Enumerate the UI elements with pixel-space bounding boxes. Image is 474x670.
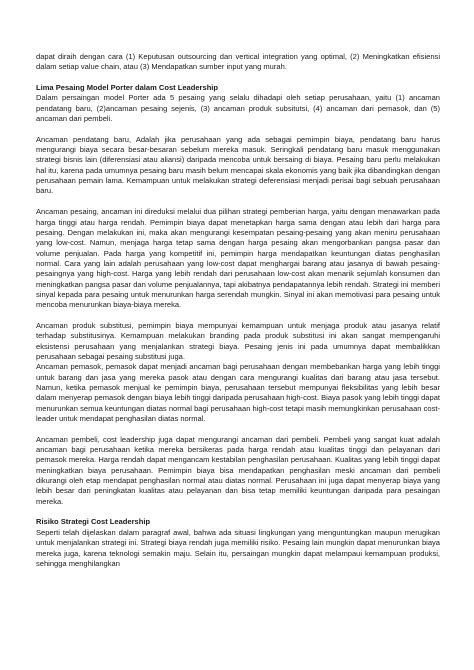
paragraph-porter-intro: Dalam persaingan model Porter ada 5 pesaing yang selalu dihadapi oleh setiap perusahaan, yaitu (1) ancaman pendatang baru, (2)ancaman pesaing sejenis, (3) ancaman produk subsitutsi, (4) ancaman dari pemasok, dan (5) ancaman dari pembeli. bbox=[36, 93, 440, 124]
paragraph-pendatang-baru: Ancaman pendatang baru, Adalah jika perusahaan yang ada sebagai pemimpin biaya, pendatang baru harus mengurangi biaya secara besar-besaran sebelum mereka masuk. Seringkali pendatang baru masuk menggunakan strategi bisnis lain (diferensiasi atau aliansi) daripada mencoba untuk bersaing di biaya. Pesaing baru perlu melakukan hal itu, karena pada umumnya pesaing baru masih belum mencapai skala ekonomis yang baik jika dibandingkan dengan perusahaan pemain lama. Kemampuan untuk melakukan strategi deferensiasi menjadi perisai bagi sebuah perusahaan baru. bbox=[36, 134, 440, 196]
paragraph-intro: dapat diraih dengan cara (1) Keputusan outsourcing dan vertical integration yang optimal, (2) Meningkatkan efisiensi dalam setiap value chain, atau (3) Mendapatkan sumber input yang murah. bbox=[36, 52, 440, 72]
paragraph-pemasok: Ancaman pemasok, pemasok dapat menjadi ancaman bagi perusahaan dengan membebankan harga yang lebih tinggi untuk barang dan jasa yang mereka pasok atau dengan cara mengurangi kualitas dari barang atau jasa tersebut. Namun, ketika pemasok menjual ke pemimpin biaya, perusahaan tersebut mempunyai fleksibilitas yang lebih besar dalam menyerap pemasok dengan biaya lebih tinggi daripada perusahaan high-cost. Biaya pasok yang lebih tinggi dapat menurunkan semua keuntungan diatas normal bagi perusahaan high-cost tetapi masih memungkinkan perusahaan cost-leader untuk mendapat penghasilan diatas normal. bbox=[36, 362, 440, 424]
paragraph-risiko: Seperti telah dijelaskan dalam paragraf awal, bahwa ada situasi lingkungan yang menguntungkan maupun merugikan untuk menjalankan strategi ini. Strategi biaya rendah juga memiliki risiko. Pesaing lain mungkin dapat menurunkan biaya mereka juga, karena teknologi semakin maju. Selain itu, persaingan mungkin dapat melampaui kemampuan produksi, sehingga menghilangkan bbox=[36, 527, 440, 568]
heading-porter: Lima Pesaing Model Porter dalam Cost Leadership bbox=[36, 83, 219, 93]
paragraph-pembeli: Ancaman pembeli, cost leadership juga dapat mengurangi ancaman dari pembeli. Pembeli yang sangat kuat adalah ancaman bagi perusahaan ketika mereka bersikeras pada harga rendah atau kualitas tinggi dan pelayanan dari pemasok mereka. Harga rendah dapat mengancam kestabilan penghasilan perusahaan. Kualitas yang lebih tinggi dapat meningkatkan biaya perusahaan. Pemimpin biaya bisa mendapatkan penghasilan meski ancaman dari pembeli dikurangi oleh etap mendapat penghasilan normal atau diatas normal. Perusahaan ini juga dapat menyerap biaya yang lebih besar dari peningkatan kualitas atau pelayanan dan bisa tetap memiliki keuntungan daripada para pesaingan mereka. bbox=[36, 434, 440, 506]
heading-risiko: Risiko Strategi Cost Leadership bbox=[36, 517, 151, 527]
paragraph-substitusi: Ancaman produk substitusi, pemimpin biaya mempunyai kemampuan untuk menjaga produk atau jasanya relatif terhadap substitusinya. Kemampuan melakukan branding pada produk substitusi ini akan sangat mempengaruhi eksistensi perusahaan yang menjalankan strategi biaya. Pesaing jenis ini pada umumnya dapat membalikkan perusahaan sebagai pesaing substitusi juga. bbox=[36, 320, 440, 361]
document-page bbox=[36, 52, 440, 569]
paragraph-pesaing: Ancaman pesaing, ancaman ini direduksi melalui dua pilihan strategi pemberian harga, yaitu dengan menawarkan pada harga tinggi atau harga rendah. Pemimpin biaya dapat menetapkan harga sama dengan atau lebih dari harga para pesaing. Dengan melakukan ini, maka akan mengurangi kesempatan pesaing-pesaing yang akan meniru perusahaan yang low-cost. Namun, menjaga harga tetap sama dengan harga pesaing akan mengorbankan pangsa pasar dan volume penjualan. Pada harga yang kompetitif ini, pemimpin harga mendapatkan keuntungan diatas penghasilan normal. Cara yang lain adalah perusahaan yang low-cost dapat menghargai barang atau jasanya di bawah pesaing-pesaingnya yang high-cost. Harga yang lebih rendah dari perusahaan low-cost akan menarik sejumlah konsumen dan meningkatkan pangsa pasar dan volume penjualannya, tapi akibatnya pendapatannya lebih rendah. Strategi ini memberi sinyal kepada para pesaing untuk menurunkan harga serendah mungkin. Sinyal ini akan memotivasi para pesaing untuk mencoba menurunkan biaya-biaya mereka. bbox=[36, 207, 440, 310]
